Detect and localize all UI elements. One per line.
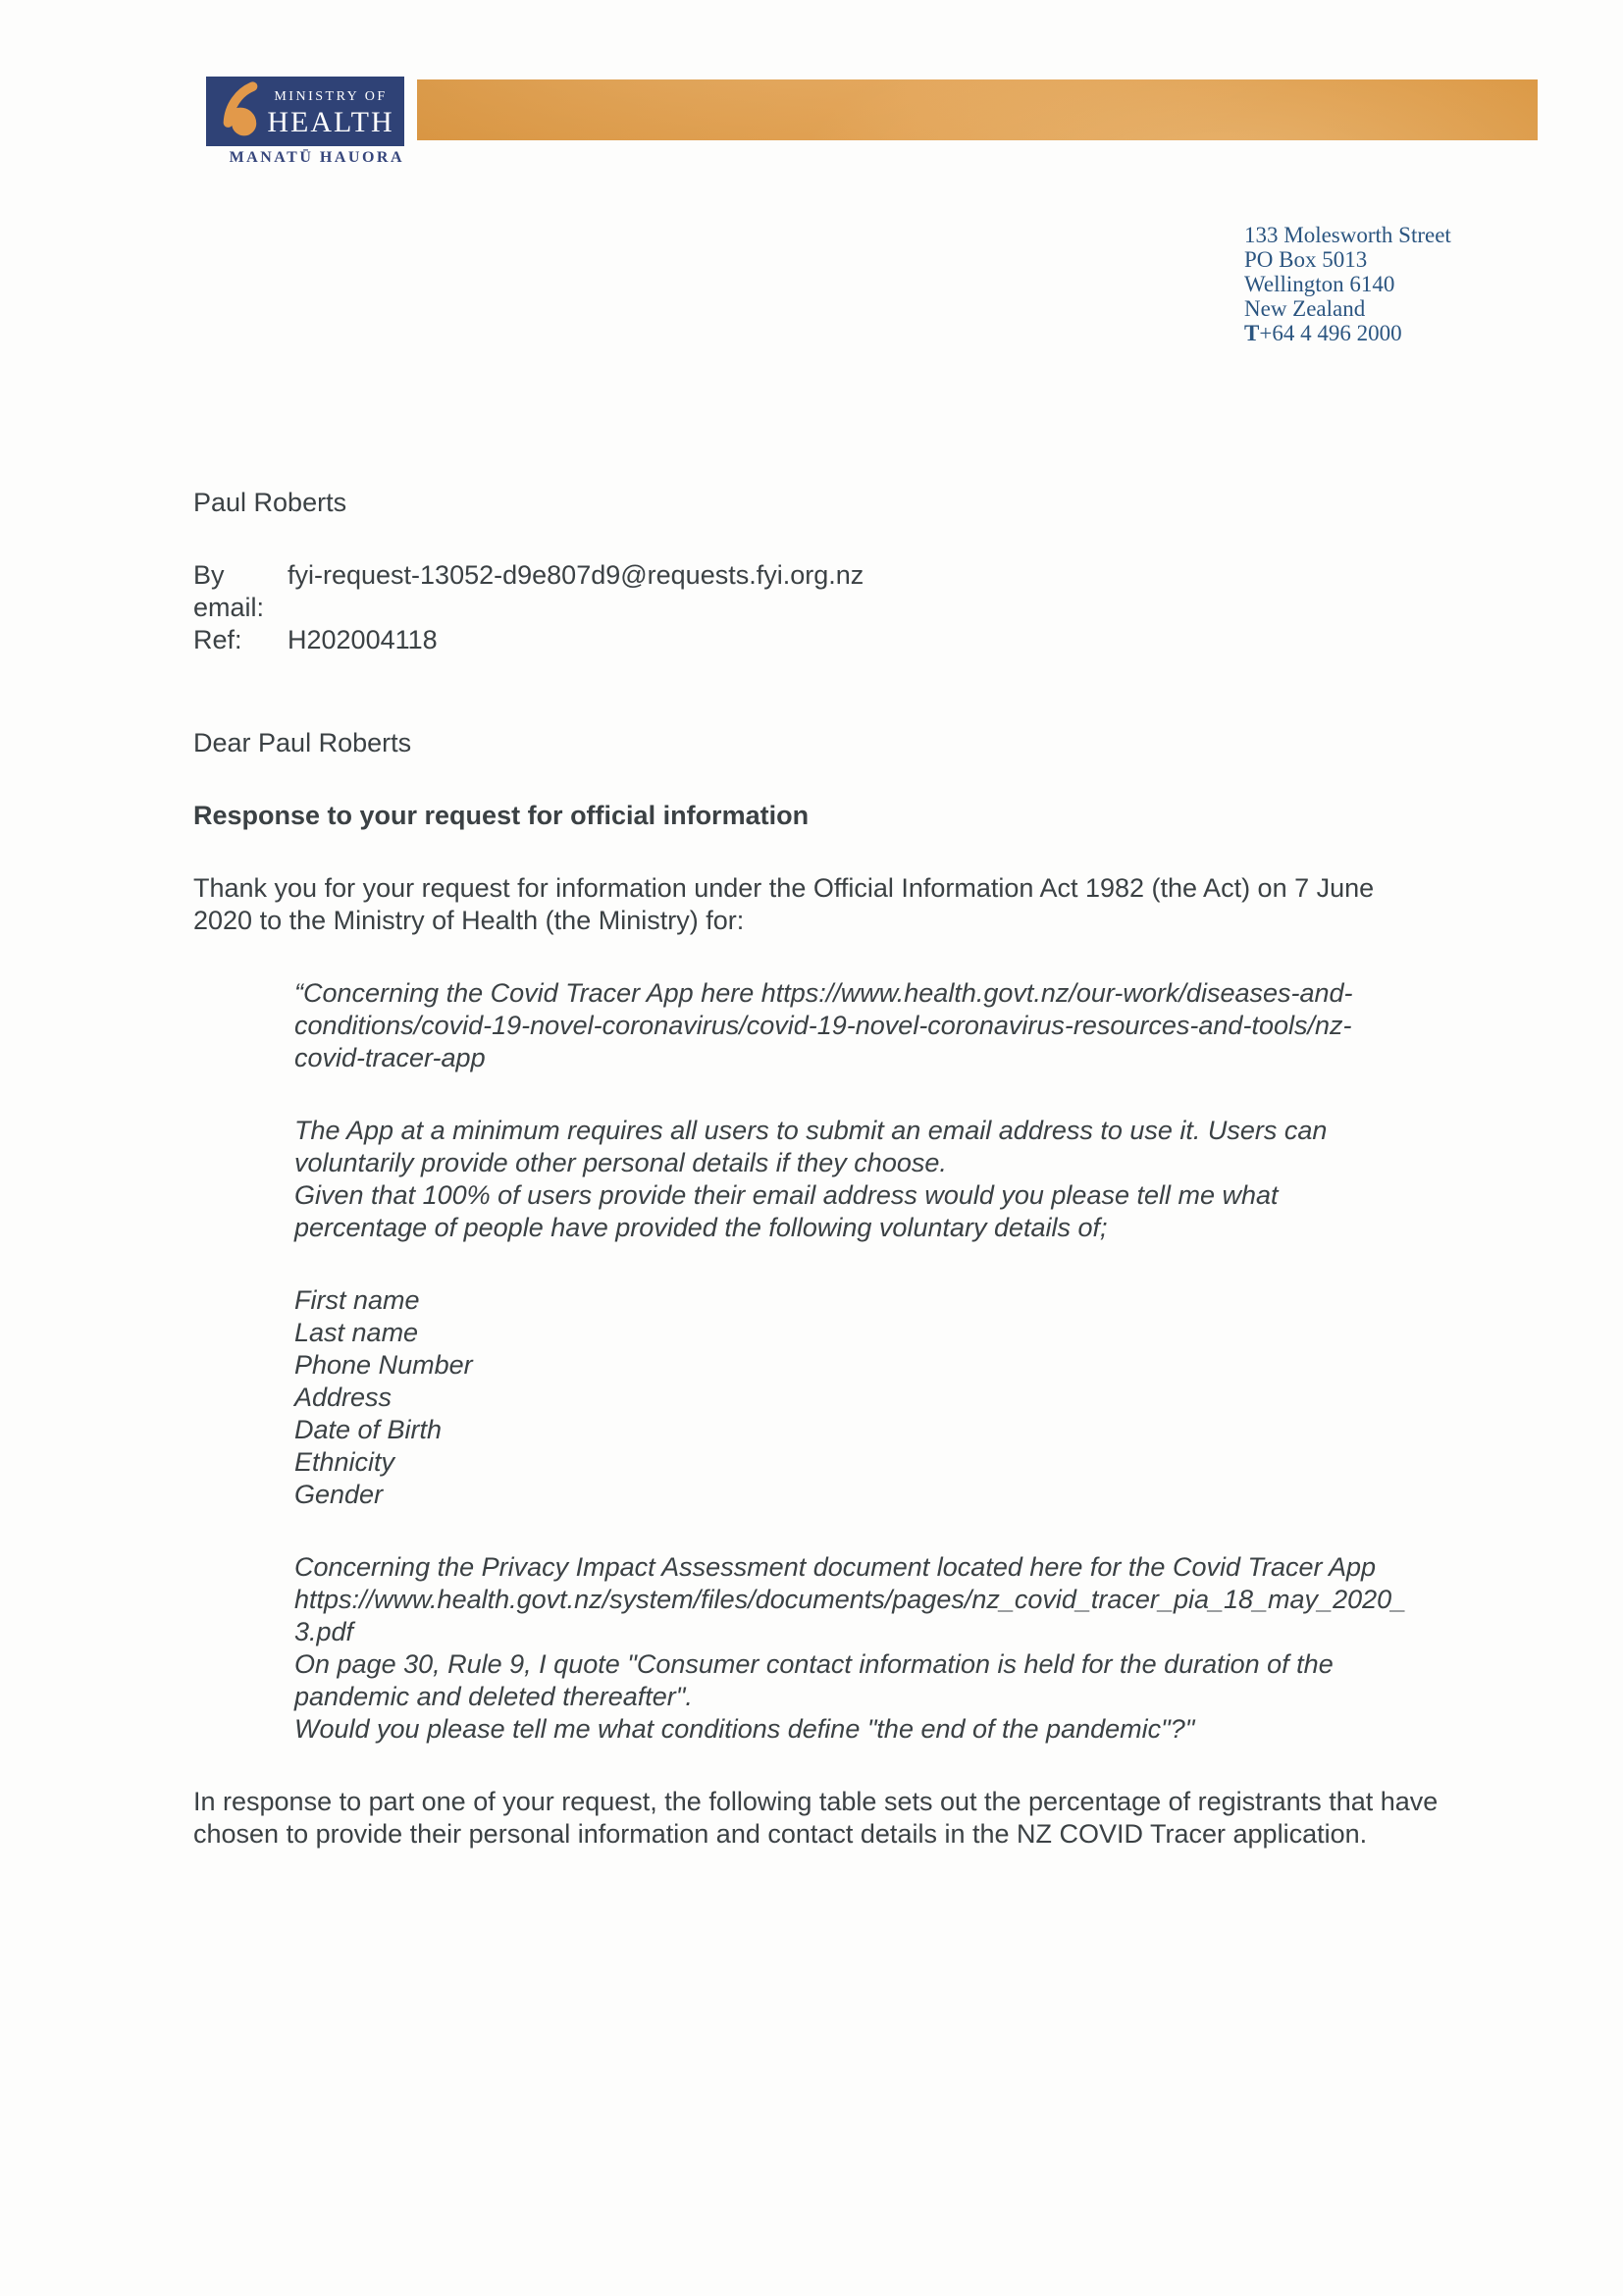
requested-details-list	[294, 1284, 1418, 1511]
quoted-request	[294, 977, 1418, 1746]
by-email-row	[193, 559, 1440, 624]
list-item: Date of Birth	[294, 1415, 443, 1444]
address-pobox: PO Box 5013	[1244, 247, 1368, 272]
list-item: First name	[294, 1285, 420, 1315]
logo-maori-name: MANATŪ HAUORA	[229, 149, 404, 166]
list-item: Address	[294, 1383, 393, 1412]
quote-paragraph-3	[294, 1551, 1418, 1746]
quote-pia-url: https://www.health.govt.nz/system/files/documents/pages/nz_covid_tracer_pia_18_may_2020_3.pdf	[294, 1585, 1407, 1646]
quote-paragraph-3-line-3: On page 30, Rule 9, I quote "Consumer contact information is held for the duration of the pandemic and deleted thereafter".	[294, 1649, 1334, 1711]
ref-number: H202004118	[288, 625, 438, 654]
salutation: Dear Paul Roberts	[193, 728, 412, 757]
address-country: New Zealand	[1244, 296, 1366, 321]
orange-header-banner	[417, 79, 1538, 140]
logo-health-label: HEALTH	[267, 106, 394, 139]
list-item: Gender	[294, 1480, 384, 1509]
by-email-address: fyi-request-13052-d9e807d9@requests.fyi.org.nz	[288, 560, 864, 590]
quote-paragraph-1: “Concerning the Covid Tracer App here https://www.health.govt.nz/our-work/diseases-and-conditions/covid-19-novel-coronavirus/covid-19-novel-coronavirus-resources-and-tools/nz-covid-tracer-app	[294, 978, 1353, 1072]
phone-number: +64 4 496 2000	[1259, 321, 1402, 345]
closing-paragraph: In response to part one of your request, the following table sets out the percentage of registrants that have chosen to provide their personal information and contact details in the NZ COVID Tracer application.	[193, 1787, 1439, 1849]
ministry-of-health-logo	[206, 77, 404, 146]
address-city: Wellington 6140	[1244, 272, 1395, 296]
letter-body	[193, 487, 1440, 1851]
recipient-name: Paul Roberts	[193, 488, 347, 517]
quote-paragraph-2-line-1: The App at a minimum requires all users to submit an email address to use it. Users can voluntarily provide other personal details if they choose.	[294, 1116, 1328, 1177]
list-item: Last name	[294, 1318, 419, 1347]
reference-block	[193, 559, 1440, 656]
address-phone	[1244, 321, 1451, 345]
ref-label: Ref:	[193, 625, 242, 654]
logo-ministry-of-label: MINISTRY OF	[274, 89, 388, 105]
list-item: Phone Number	[294, 1350, 473, 1380]
phone-label: T	[1244, 321, 1260, 345]
quote-paragraph-3-line-4: Would you please tell me what conditions define "the end of the pandemic"?"	[294, 1714, 1195, 1744]
list-item: Ethnicity	[294, 1447, 395, 1477]
quote-paragraph-2-line-2: Given that 100% of users provide their email address would you please tell me what percentage of people have provided the following voluntary details of;	[294, 1180, 1279, 1242]
subject-line: Response to your request for official information	[193, 801, 810, 830]
quote-paragraph-2	[294, 1115, 1418, 1244]
sender-address-block	[1244, 223, 1451, 345]
logo-wordmark	[265, 84, 396, 137]
ref-row	[193, 624, 1440, 656]
address-street: 133 Molesworth Street	[1244, 223, 1451, 247]
intro-paragraph: Thank you for your request for information under the Official Information Act 1982 (the Act) on 7 June 2020 to the Ministry of Health (the Ministry) for:	[193, 873, 1375, 935]
koru-icon	[216, 81, 265, 142]
quote-paragraph-3-line-1: Concerning the Privacy Impact Assessment document located here for the Covid Tracer App	[294, 1552, 1377, 1582]
by-email-label: By email:	[193, 560, 265, 622]
